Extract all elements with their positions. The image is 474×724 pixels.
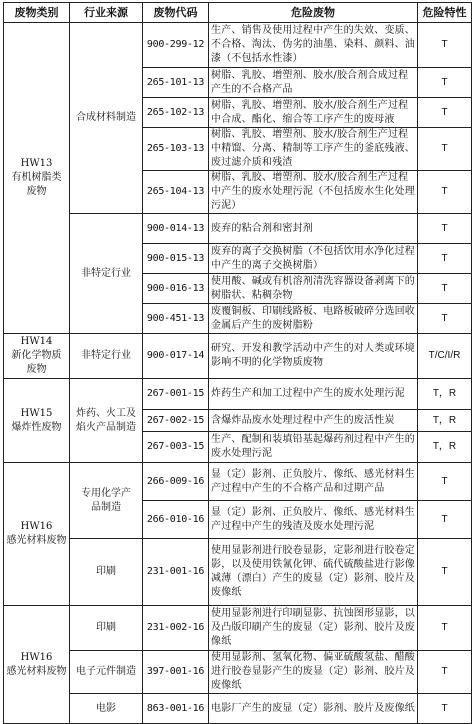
hazard-property: T bbox=[418, 274, 472, 304]
waste-code: 265-101-13 bbox=[143, 68, 209, 98]
hazard-property: T bbox=[418, 244, 472, 274]
source-label: 专用化学产 bbox=[81, 487, 131, 499]
header-code: 废物代码 bbox=[143, 3, 209, 23]
waste-description: 使用显影剂进行胶卷显影，定影剂进行胶卷定影，以及使用铁氰化钾、硫代硫酸盐进行影像减薄（漂白）产生的废显（定）影剂、胶片及废像纸 bbox=[209, 539, 418, 606]
waste-code: 265-103-13 bbox=[143, 128, 209, 171]
category-cell bbox=[4, 23, 70, 334]
waste-description: 树脂、乳胶、增塑剂、胶水/胶合剂生产过程中精馏、分离、精制等工序产生的釜底残液、废过滤介质和残渣 bbox=[209, 128, 418, 171]
hazard-property: T/C/I/R bbox=[418, 334, 472, 379]
source-cell bbox=[70, 606, 143, 651]
hazard-property: T，R bbox=[418, 379, 472, 410]
hazard-property: T，R bbox=[418, 432, 472, 463]
waste-code: 267-002-15 bbox=[143, 410, 209, 432]
source-cell bbox=[70, 694, 143, 724]
waste-code: 266-010-16 bbox=[143, 501, 209, 539]
waste-description: 含爆炸品废水处理过程中产生的废活性炭 bbox=[209, 410, 418, 432]
source-cell bbox=[70, 539, 143, 606]
source-cell bbox=[70, 334, 143, 379]
category-label: HW15 bbox=[20, 407, 53, 419]
hazard-property: T bbox=[418, 539, 472, 606]
waste-description: 研究、开发和教学活动中产生的对人类或环境影响不明的化学物质废物 bbox=[209, 334, 418, 379]
category-label: 爆炸性废物 bbox=[11, 421, 62, 433]
header-hazard: 危险特性 bbox=[418, 3, 472, 23]
waste-code: 900-017-14 bbox=[143, 334, 209, 379]
table-row bbox=[4, 23, 472, 68]
waste-code: 267-003-15 bbox=[143, 432, 209, 463]
category-label: 新化学物质 bbox=[11, 350, 62, 361]
header-category: 废物类别 bbox=[4, 3, 70, 23]
hazard-property: T，R bbox=[418, 410, 472, 432]
waste-description: 生产、配制和装填铅基起爆药剂过程中产生的废水处理污泥 bbox=[209, 432, 418, 463]
table-row bbox=[4, 463, 472, 501]
category-cell bbox=[4, 379, 70, 463]
waste-code: 231-001-16 bbox=[143, 539, 209, 606]
category-label: HW14 bbox=[20, 336, 53, 347]
hazard-property: T bbox=[418, 128, 472, 171]
source-label: 印刷 bbox=[96, 566, 116, 577]
table-row bbox=[4, 694, 472, 724]
table-body bbox=[4, 23, 472, 724]
hazardous-waste-table bbox=[3, 2, 472, 724]
source-label: 焰火产品制造 bbox=[76, 421, 136, 433]
waste-description: 使用酸、碱或有机溶剂清洗容器设备剥离下的树脂状、粘稠杂物 bbox=[209, 274, 418, 304]
waste-code: 266-009-16 bbox=[143, 463, 209, 501]
table-row bbox=[4, 651, 472, 694]
hazard-property: T bbox=[418, 463, 472, 501]
category-label: HW16 bbox=[20, 651, 53, 663]
hazard-property: T bbox=[418, 501, 472, 539]
category-cell bbox=[4, 606, 70, 724]
hazard-property: T bbox=[418, 606, 472, 651]
hazard-property: T bbox=[418, 304, 472, 334]
source-label: 印刷 bbox=[96, 622, 116, 633]
source-label: 非特定行业 bbox=[81, 350, 131, 361]
category-label: 感光材料废物 bbox=[6, 535, 67, 546]
waste-description: 使用显影剂、氢氧化物、偏亚硫酸氢盐、醋酸进行胶卷显影产生的废显（定）影剂、胶片及废像纸 bbox=[209, 651, 418, 694]
waste-description: 炸药生产和加工过程中产生的废水处理污泥 bbox=[209, 379, 418, 410]
table-row bbox=[4, 214, 472, 244]
waste-description: 废弃的离子交换树脂（不包括饮用水净化过程中产生的离子交换树脂） bbox=[209, 244, 418, 274]
source-label: 品制造 bbox=[91, 501, 121, 513]
hazard-property: T bbox=[418, 23, 472, 68]
category-label: HW13 bbox=[20, 158, 53, 169]
waste-code: 265-102-13 bbox=[143, 98, 209, 128]
waste-description: 树脂、乳胶、增塑剂、胶水/胶合剂合成过程产生的不合格产品 bbox=[209, 68, 418, 98]
waste-code: 863-001-16 bbox=[143, 694, 209, 724]
category-cell bbox=[4, 334, 70, 379]
category-label: 有机树脂类 bbox=[11, 172, 62, 183]
source-label: 合成材料制造 bbox=[76, 112, 136, 123]
waste-description: 生产、销售及使用过程中产生的失效、变质、不合格、淘汰、伪劣的油墨、染料、颜料、油漆（不包括水性漆） bbox=[209, 23, 418, 68]
table-row bbox=[4, 334, 472, 379]
source-cell bbox=[70, 463, 143, 539]
header-source: 行业来源 bbox=[70, 3, 143, 23]
waste-code: 900-015-13 bbox=[143, 244, 209, 274]
category-label: HW16 bbox=[20, 521, 53, 532]
waste-code: 267-001-15 bbox=[143, 379, 209, 410]
waste-code: 900-016-13 bbox=[143, 274, 209, 304]
table-row bbox=[4, 379, 472, 410]
hazard-property: T bbox=[418, 171, 472, 214]
waste-description: 废覆铜板、印刷线路板、电路板破碎分选回收金属后产生的废树脂粉 bbox=[209, 304, 418, 334]
source-label: 电子元件制造 bbox=[76, 666, 136, 677]
waste-description: 显（定）影剂、正负胶片、像纸、感光材料生产过程中产生的不合格产品和过期产品 bbox=[209, 463, 418, 501]
waste-description: 显（定）影剂、正负胶片、像纸、感光材料生产过程中产生的残渣及废水处理污泥 bbox=[209, 501, 418, 539]
hazard-property: T bbox=[418, 694, 472, 724]
source-label: 电影 bbox=[96, 702, 116, 714]
source-cell bbox=[70, 379, 143, 463]
source-label: 非特定行业 bbox=[81, 267, 131, 279]
waste-code: 231-002-16 bbox=[143, 606, 209, 651]
source-label: 炸药、火工及 bbox=[76, 407, 136, 419]
header-row bbox=[4, 3, 472, 23]
hazard-property: T bbox=[418, 68, 472, 98]
waste-code: 900-451-13 bbox=[143, 304, 209, 334]
category-cell bbox=[4, 463, 70, 606]
table-row bbox=[4, 606, 472, 651]
hazard-property: T bbox=[418, 214, 472, 244]
category-label: 废物 bbox=[26, 364, 47, 375]
hazard-property: T bbox=[418, 98, 472, 128]
category-label: 废物 bbox=[26, 186, 47, 197]
hazard-property: T bbox=[418, 651, 472, 694]
waste-description: 使用显影剂进行印刷显影、抗蚀图形显影，以及凸版印刷产生的废显（定）影剂、胶片及废像纸 bbox=[209, 606, 418, 651]
waste-description: 树脂、乳胶、增塑剂、胶水/胶合剂生产过程中合成、酯化、缩合等工序产生的废母液 bbox=[209, 98, 418, 128]
table-row bbox=[4, 539, 472, 606]
header-waste: 危险废物 bbox=[209, 3, 418, 23]
source-cell bbox=[70, 651, 143, 694]
waste-description: 树脂、乳胶、增塑剂、胶水/胶合剂生产过程中产生的废水处理污泥（不包括废水生化处理污泥） bbox=[209, 171, 418, 214]
waste-description: 废弃的粘合剂和密封剂 bbox=[209, 214, 418, 244]
source-cell bbox=[70, 214, 143, 334]
waste-code: 900-014-13 bbox=[143, 214, 209, 244]
source-cell bbox=[70, 23, 143, 214]
waste-code: 397-001-16 bbox=[143, 651, 209, 694]
waste-code: 900-299-12 bbox=[143, 23, 209, 68]
waste-code: 265-104-13 bbox=[143, 171, 209, 214]
category-label: 感光材料废物 bbox=[6, 665, 67, 677]
waste-description: 电影厂产生的废显（定）影剂、胶片及废像纸 bbox=[209, 694, 418, 724]
